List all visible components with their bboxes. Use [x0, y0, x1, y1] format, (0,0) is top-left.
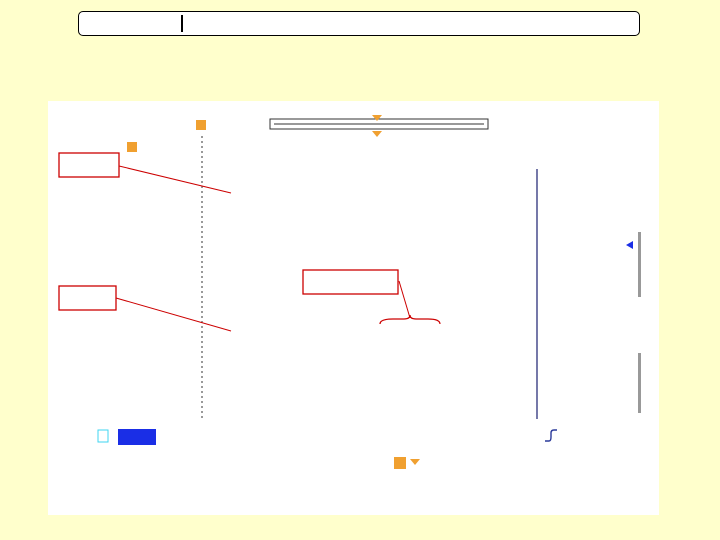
scrollbar-lower [638, 353, 641, 413]
banner-divider [181, 15, 183, 32]
oscilloscope-display [48, 101, 659, 515]
trigger-level-marker [127, 142, 137, 152]
channels-brace [380, 315, 440, 324]
header-banner [78, 11, 640, 36]
channels-callout [303, 270, 398, 294]
trigger-delay-icon [410, 459, 420, 465]
data-valid-arrow [119, 166, 231, 193]
data-out-arrow [116, 298, 231, 331]
trigger-delay-marker [394, 457, 406, 469]
record-view-bar [274, 123, 484, 125]
scrollbar-upper [638, 232, 641, 297]
rising-edge-icon [545, 430, 557, 441]
trigger-position-marker [196, 120, 206, 130]
ch1-reference-icon [626, 241, 633, 249]
channels-arrow [399, 281, 410, 318]
cursor-top-icon [372, 131, 382, 137]
ch2-ground-marker [98, 430, 108, 442]
data-valid-callout [59, 153, 119, 177]
trigger-point-icon [372, 115, 382, 121]
oscilloscope-screenshot [48, 101, 659, 515]
data-out-callout [59, 286, 116, 310]
ch1-label-box [118, 429, 156, 445]
